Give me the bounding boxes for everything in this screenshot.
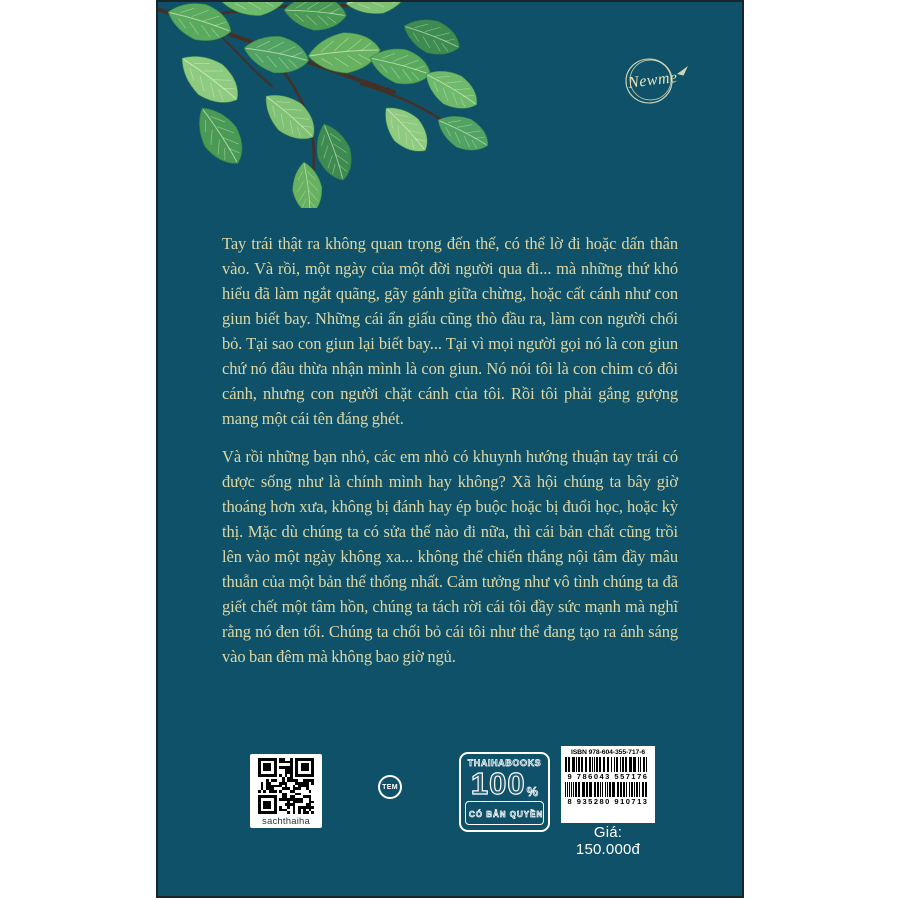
barcode-upper [565,757,651,772]
paragraph-1: Tay trái thật ra không quan trọng đến thế, có thể lờ đi hoặc dấn thân vào. Và rồi, một ngày của một đời người qua đi... mà những thứ khó hiểu đã làm ngắt quãng, gãy gánh giữa chừng, hoặc cất cánh như con giun biết bay. Những cái ẩn giấu cũng thò đầu ra, làm con người chối bỏ. Tại sao con giun lại biết bay... Tại vì mọi người gọi nó là con giun chứ nó đâu thừa nhận mình là con giun. Nó nói tôi là con chim có đôi cánh, nhưng con người chặt cánh của tôi. Rồi tôi phải gắng gượng mang một cái tên đáng ghét. [222,234,678,428]
book-back-cover [156,0,744,898]
leaf-branch-illustration [156,0,501,208]
isbn-label: ISBN 978-604-355-717-6 [570,749,646,756]
ean-number-upper: 9 786043 557176 [567,772,649,781]
qr-code [258,758,314,814]
back-cover-text [222,231,678,682]
barcode-lower [565,782,651,797]
qr-code-box [250,754,322,828]
stamp-100-percent: 100 % [470,766,539,801]
tem-seal-label: TEM [382,783,398,791]
paragraph-2: Và rồi những bạn nhỏ, các em nhỏ có khuynh hướng thuận tay trái có được sống như là chính mình hay không? Xã hội chúng ta bây giờ thoáng hơn xưa, không bị đánh hay ép buộc hoặc bị đuổi học, hoặc kỳ thị. Mặc dù chúng ta có sửa thế nào đi nữa, thì cái bản chất cũng trồi lên vào một ngày không xa... không thể chiến thắng nội tâm đầy mâu thuẫn của một bản thể thống nhất. Cảm tưởng như vô tình chúng ta đã giết chết một tâm hồn, chúng ta tách rời cái tôi đầy sức mạnh mà nghĩ rằng nó đen tối. Chúng ta chối bỏ cái tôi như thể đang tạo ra ánh sáng vào ban đêm mà không bao giờ ngủ. [222,447,678,666]
qr-code-label: sachthaiha [262,816,310,827]
barcode-box [561,746,655,823]
ean-number-lower: 8 935280 910713 [567,797,649,806]
price-label: Giá: 150.000đ [575,824,641,858]
thaihabooks-copyright-stamp [459,752,550,832]
stamp-publisher-name: THAIHABOOKS [467,758,542,768]
newme-logo-text: Newme [627,68,679,92]
tem-seal [378,775,402,799]
newme-logo [619,53,709,113]
stamp-copyright-box: CÓ BẢN QUYỀN [465,801,544,825]
